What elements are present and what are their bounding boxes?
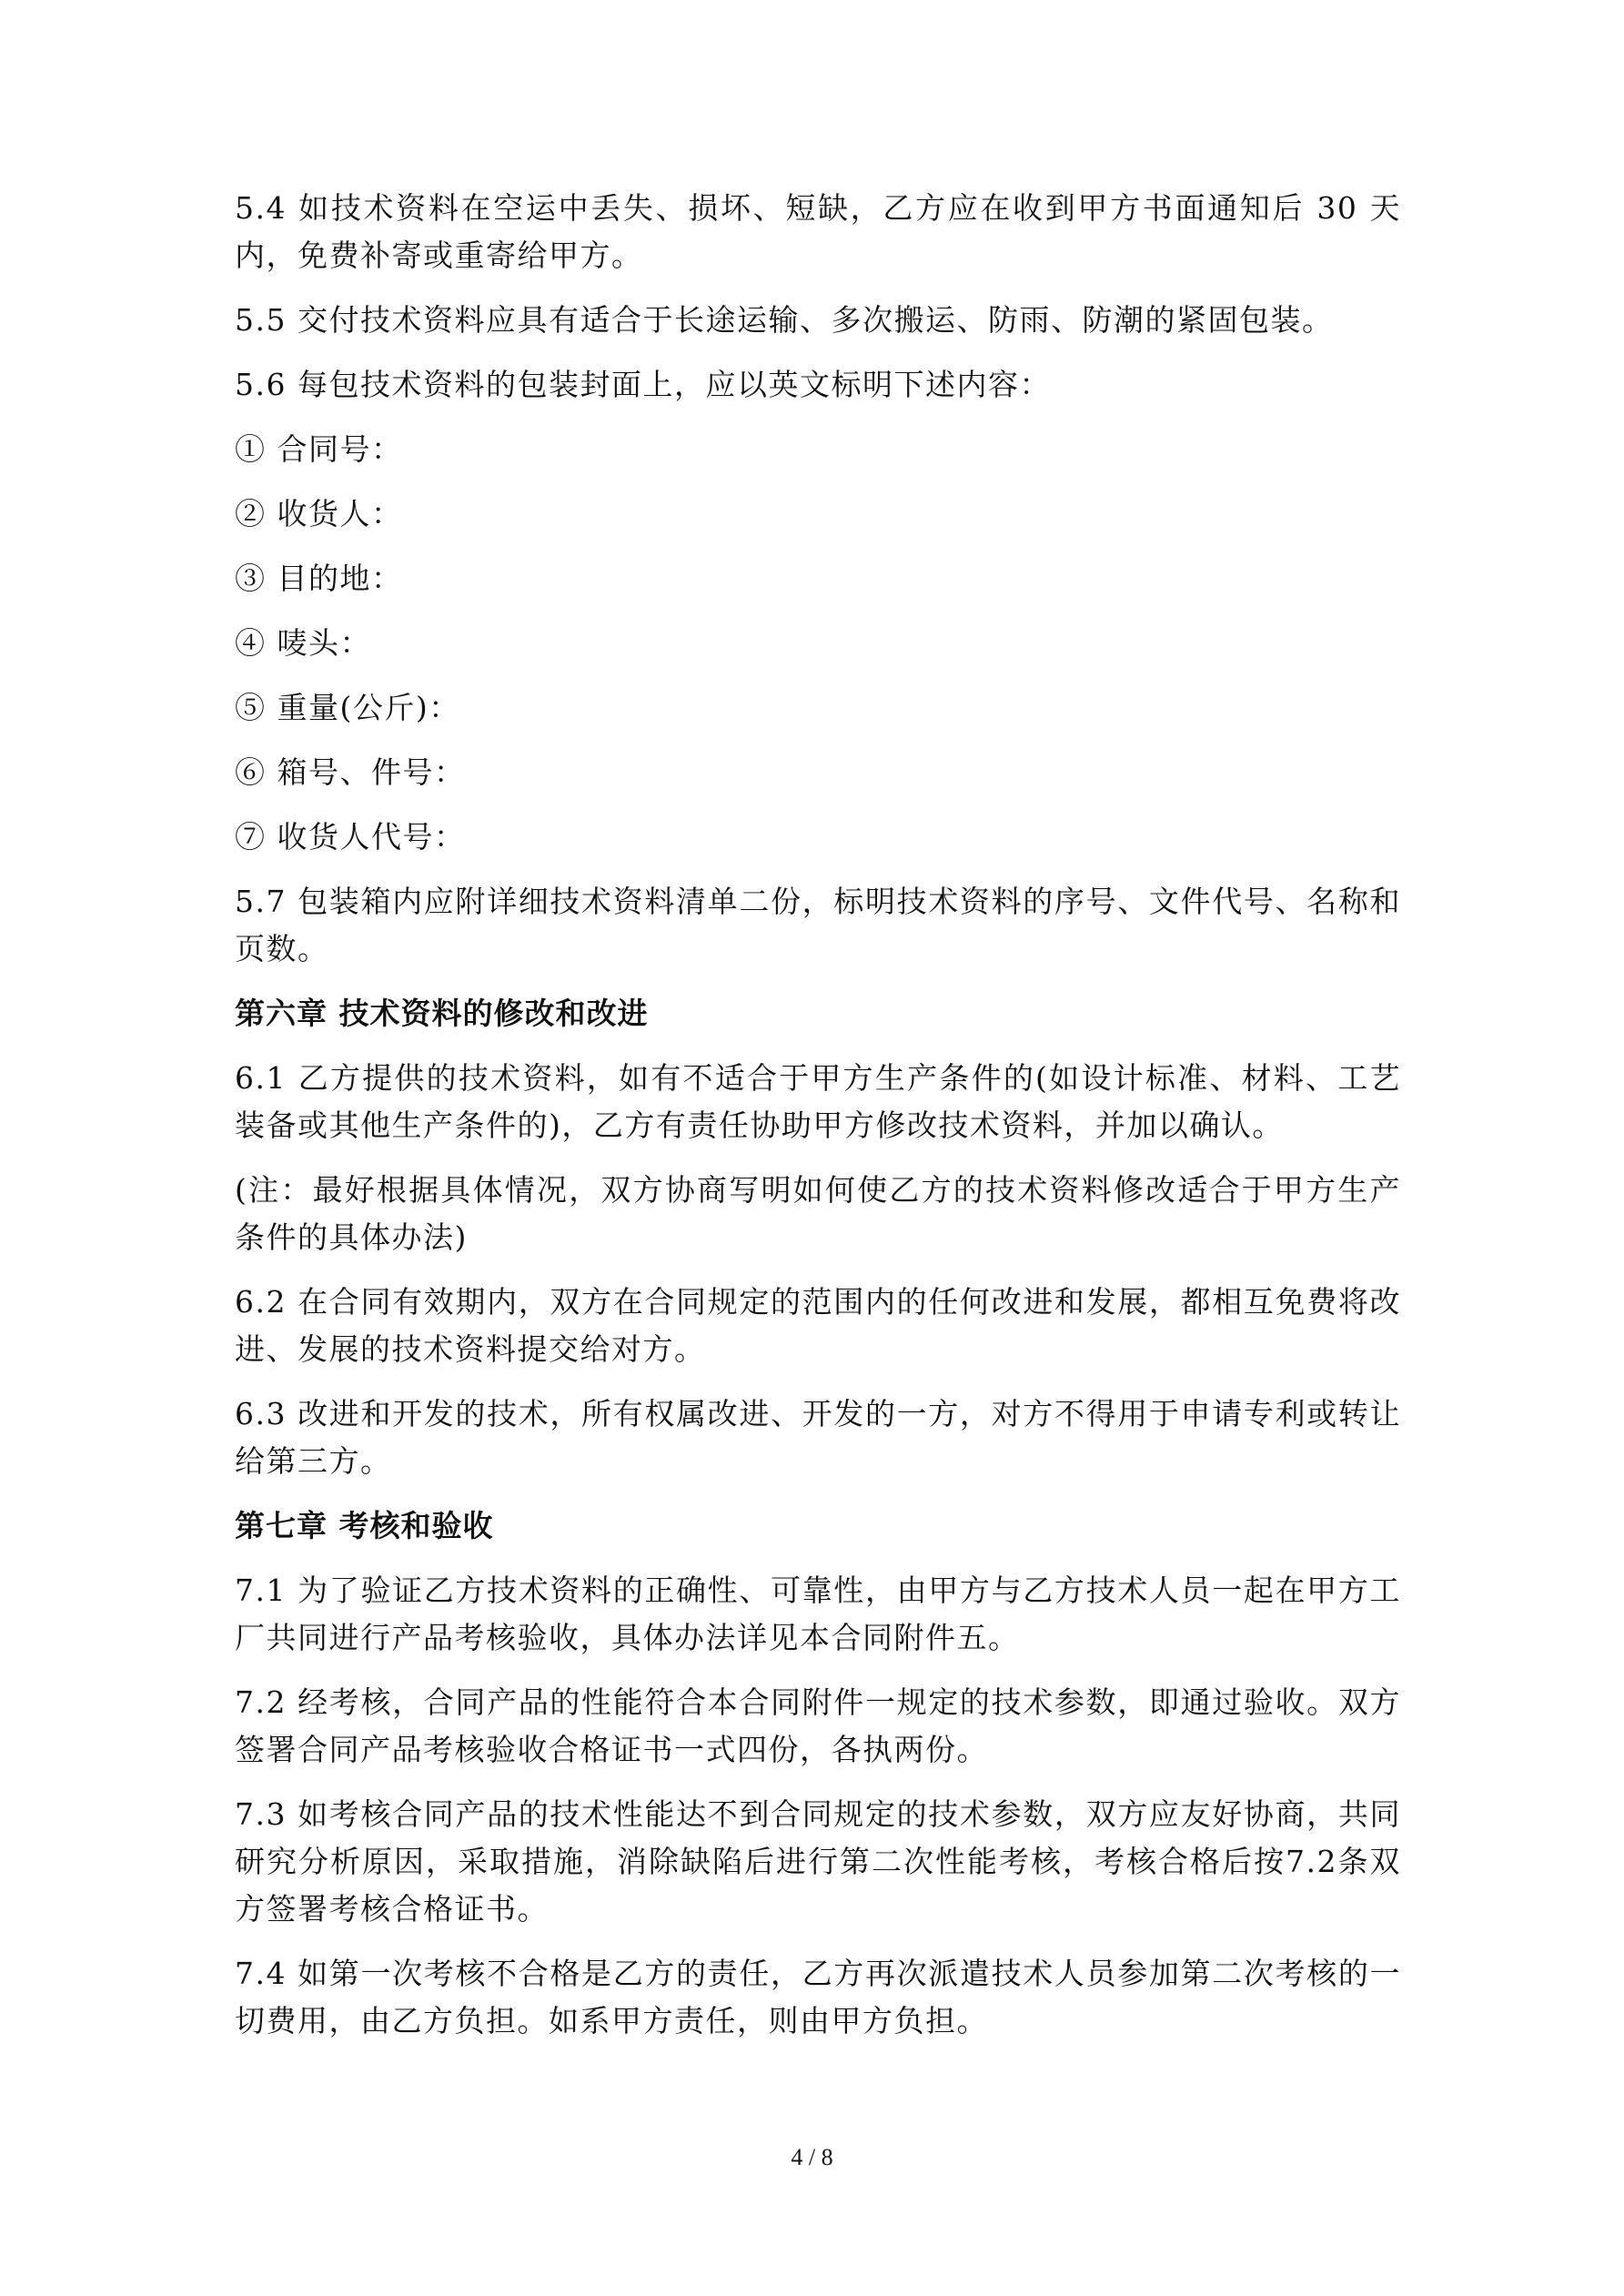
document-body [235,185,1401,2062]
list-item-4: ④ 唛头： [235,625,371,661]
list-item-1: ① 合同号： [235,431,403,467]
page-number: 4 / 8 [791,2144,833,2170]
note-paragraph: (注：最好根据具体情况，双方协商写明如何使乙方的技术资料修改适合于甲方生产条件的具体办法) [235,1172,1401,1255]
clause-5-5: 5.5 交付技术资料应具有适合于长途运输、多次搬运、防雨、防潮的紧固包装。 [235,302,1334,338]
clause-7-1: 7.1 为了验证乙方技术资料的正确性、可靠性，由甲方与乙方技术人员一起在甲方工厂共同进行产品考核验收，具体办法详见本合同附件五。 [235,1573,1401,1655]
clause-7-2: 7.2 经考核，合同产品的性能符合本合同附件一规定的技术参数，即通过验收。双方签署合同产品考核验收合格证书一式四份，各执两份。 [235,1684,1401,1767]
clause-5-7: 5.7 包装箱内应附详细技术资料清单二份，标明技术资料的序号、文件代号、名称和页数。 [235,884,1401,966]
clause-6-3: 6.3 改进和开发的技术，所有权属改进、开发的一方，对方不得用于申请专利或转让给第三方。 [235,1396,1401,1479]
clause-5-4: 5.4 如技术资料在空运中丢失、损坏、短缺，乙方应在收到甲方书面通知后 30 天内，免费补寄或重寄给甲方。 [235,190,1401,273]
chapter-7-heading: 第七章 考核和验收 [235,1508,494,1543]
list-item-7: ⑦ 收货人代号： [235,819,466,855]
clause-6-2: 6.2 在合同有效期内，双方在合同规定的范围内的任何改进和发展，都相互免费将改进、发展的技术资料提交给对方。 [235,1284,1401,1367]
chapter-6-heading: 第六章 技术资料的修改和改进 [235,996,649,1031]
list-item-2: ② 收货人： [235,496,403,531]
clause-6-1: 6.1 乙方提供的技术资料，如有不适合于甲方生产条件的(如设计标准、材料、工艺装备或其他生产条件的)，乙方有责任协助甲方修改技术资料，并加以确认。 [235,1060,1401,1143]
clause-7-3: 7.3 如考核合同产品的技术性能达不到合同规定的技术参数，双方应友好协商，共同研究分析原因，采取措施，消除缺陷后进行第二次性能考核，考核合格后按7.2条双方签署考核合格证书。 [235,1796,1401,1927]
list-item-6: ⑥ 箱号、件号： [235,754,466,790]
clause-7-4: 7.4 如第一次考核不合格是乙方的责任，乙方再次派遣技术人员参加第二次考核的一切费用，由乙方负担。如系甲方责任，则由甲方负担。 [235,1956,1401,2038]
list-item-5: ⑤ 重量(公斤)： [235,690,460,725]
clause-5-6: 5.6 每包技术资料的包装封面上，应以英文标明下述内容： [235,367,1051,402]
list-item-3: ③ 目的地： [235,561,403,596]
